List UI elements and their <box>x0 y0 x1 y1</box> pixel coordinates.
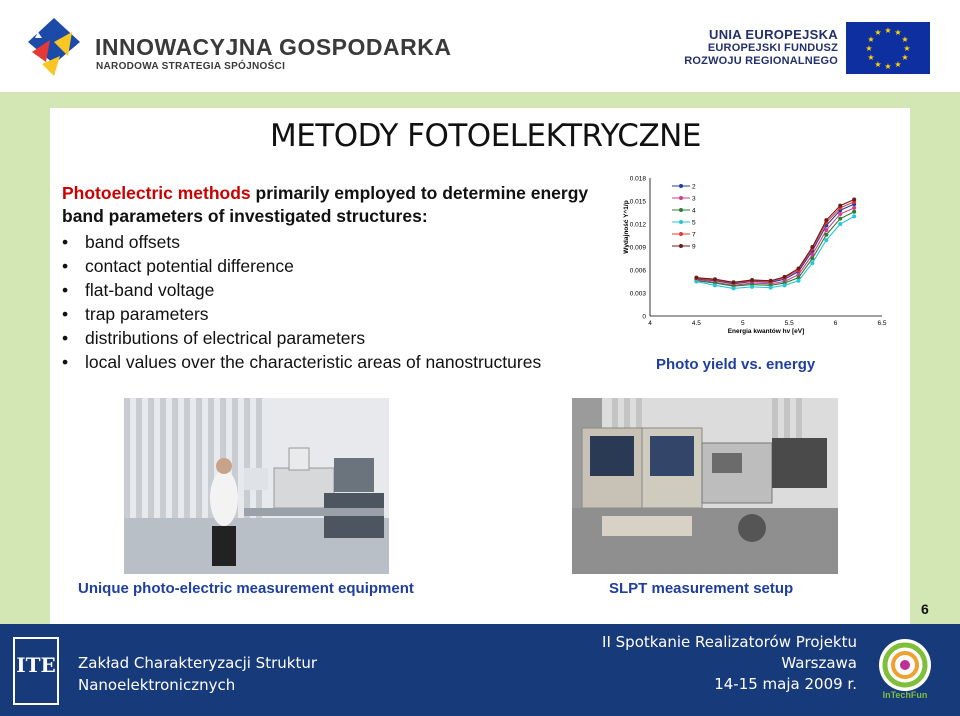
chart-x-axis-label: Energia kwantów hv [eV] <box>727 328 805 335</box>
chart-y-tick-label: 0 <box>642 313 646 321</box>
chart-data-point <box>769 286 773 290</box>
bullet-item: • distributions of electrical parameters <box>62 326 541 350</box>
chart-legend-marker <box>679 208 683 212</box>
chart-data-point <box>824 233 828 237</box>
chart-series-line <box>696 199 854 282</box>
chart-legend-label: 5 <box>692 219 696 227</box>
chart-data-point <box>783 283 787 287</box>
svg-text:★: ★ <box>874 28 882 37</box>
chart-data-point <box>838 204 842 208</box>
program-title: INNOWACYJNA GOSPODARKA <box>95 34 452 60</box>
chart-x-tick-label: 5 <box>740 320 745 327</box>
bullet-item: • band offsets <box>62 230 541 254</box>
ite-logo-text: ITE <box>16 653 56 677</box>
svg-text:★: ★ <box>901 35 909 44</box>
chart-legend-marker <box>679 244 683 248</box>
chart-x-tick-label: 6 <box>833 320 838 327</box>
chart-data-point <box>810 261 814 265</box>
chart-y-tick-label: 0.009 <box>629 244 646 252</box>
innowacyjna-gospodarka-logo <box>20 12 88 80</box>
svg-text:★: ★ <box>903 44 911 53</box>
bullet-item: • local values over the characteristic areas of nanostructures <box>62 350 541 374</box>
chart-data-point <box>796 266 800 270</box>
chart-data-point <box>713 277 717 281</box>
photo1-caption: Unique photo-electric measurement equipment <box>78 580 414 597</box>
svg-text:★: ★ <box>865 44 873 53</box>
svg-text:★: ★ <box>874 60 882 69</box>
footer-event-line3: 14-15 maja 2009 r. <box>714 675 857 693</box>
chart-data-point <box>838 212 842 216</box>
chart-series-line <box>696 212 854 286</box>
ite-logo <box>13 637 59 705</box>
chart-data-point <box>824 238 828 242</box>
eu-label-line1: UNIA EUROPEJSKA <box>709 27 838 42</box>
chart-series-line <box>696 208 854 285</box>
photo-yield-chart <box>612 168 902 338</box>
chart-data-point <box>750 278 754 282</box>
bullet-item: • contact potential difference <box>62 254 541 278</box>
footer-event <box>602 632 857 695</box>
chart-data-point <box>713 283 717 287</box>
chart-series-line <box>696 202 854 283</box>
chart-legend-marker <box>679 196 683 200</box>
chart-data-point <box>852 197 856 201</box>
chart-legend-label: 4 <box>692 207 696 215</box>
chart-series-line <box>696 216 854 288</box>
chart-caption: Photo yield vs. energy <box>656 356 816 373</box>
svg-text:★: ★ <box>867 53 875 62</box>
footer-institute <box>78 652 317 696</box>
footer-institute-line1: Zakład Charakteryzacji Struktur <box>78 654 318 672</box>
bullet-item: • flat-band voltage <box>62 278 541 302</box>
chart-y-tick-label: 0.012 <box>629 221 646 229</box>
chart-data-point <box>852 210 856 214</box>
chart-legend-marker <box>679 184 683 188</box>
footer-bar <box>0 624 960 716</box>
chart-data-point <box>810 245 814 249</box>
chart-y-axis-label: Wydajność Y^1/p <box>623 200 630 254</box>
lab-photo-equipment <box>124 398 389 574</box>
footer-event-line2: Warszawa <box>781 654 857 672</box>
intro-highlight: Photoelectric methods <box>62 183 251 203</box>
chart-data-point <box>796 279 800 283</box>
slide-title: METODY FOTOELEKTRYCZNE <box>270 118 701 154</box>
chart-data-point <box>838 222 842 226</box>
header-banner <box>0 0 960 92</box>
chart-legend-label: 2 <box>692 183 696 191</box>
infotechfun-label: InTechFun <box>882 690 928 700</box>
eu-label <box>684 27 838 68</box>
chart-x-tick-label: 6.5 <box>877 320 887 327</box>
chart-x-tick-label: 5.5 <box>784 320 794 327</box>
chart-y-tick-label: 0.003 <box>629 290 646 298</box>
chart-data-point <box>824 218 828 222</box>
svg-text:★: ★ <box>884 62 892 71</box>
page-number: 6 <box>921 601 929 617</box>
chart-legend-label: 3 <box>692 195 696 203</box>
footer-event-line1: II Spotkanie Realizatorów Projektu <box>602 633 857 651</box>
photo2-caption: SLPT measurement setup <box>609 580 794 597</box>
chart-y-tick-label: 0.018 <box>629 175 646 183</box>
chart-y-tick-label: 0.015 <box>629 198 646 206</box>
chart-data-point <box>783 275 787 279</box>
svg-text:★: ★ <box>867 35 875 44</box>
program-subtitle: NARODOWA STRATEGIA SPÓJNOŚCI <box>96 61 286 72</box>
intro-text <box>62 182 622 228</box>
chart-legend-marker <box>679 232 683 236</box>
svg-text:★: ★ <box>901 53 909 62</box>
bullet-list <box>62 230 541 374</box>
chart-x-tick-label: 4.5 <box>691 320 701 327</box>
chart-data-point <box>750 285 754 289</box>
bullet-item: • trap parameters <box>62 302 541 326</box>
chart-legend-label: 9 <box>692 243 696 251</box>
svg-text:★: ★ <box>894 28 902 37</box>
svg-text:★: ★ <box>884 26 892 35</box>
chart-data-point <box>852 214 856 218</box>
chart-data-point <box>769 279 773 283</box>
chart-data-point <box>852 206 856 210</box>
chart-data-point <box>732 280 736 284</box>
eu-label-line3: ROZWOJU REGIONALNEGO <box>684 55 838 67</box>
chart-data-point <box>732 286 736 290</box>
chart-y-tick-label: 0.006 <box>629 267 646 275</box>
eu-flag-icon <box>846 22 930 74</box>
chart-data-point <box>824 228 828 232</box>
intro-rest: primarily employed to determine energy band parameters of investigated structures: <box>62 183 589 226</box>
svg-text:★: ★ <box>894 60 902 69</box>
lab-photo-slpt-setup <box>572 398 838 574</box>
chart-legend-label: 7 <box>692 231 696 239</box>
chart-data-point <box>838 217 842 221</box>
footer-institute-line2: Nanoelektronicznych <box>78 676 236 694</box>
eu-label-line2: EUROPEJSKI FUNDUSZ <box>707 42 838 54</box>
chart-x-tick-label: 4 <box>648 320 652 327</box>
chart-legend-marker <box>679 220 683 224</box>
chart-data-point <box>694 276 698 280</box>
